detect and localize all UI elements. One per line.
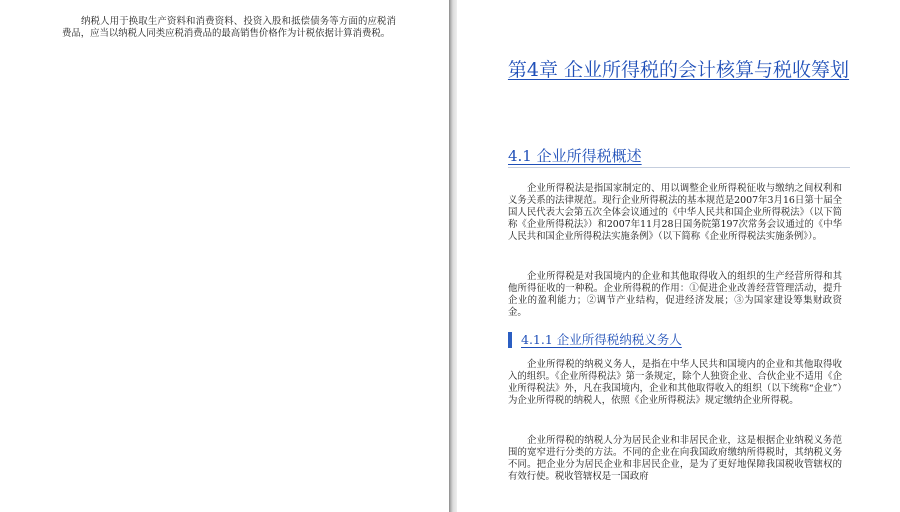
chapter-title[interactable]: 第4章 企业所得税的会计核算与税收筹划 [507, 59, 850, 81]
subsection-marker-bar [508, 332, 512, 348]
left-page-paragraph: 纳税人用于换取生产资料和消费资料、投资入股和抵偿债务等方面的应税消费品，应当以纳税人同类应税消费品的最高销售价格作为计税依据计算消费税。 [62, 16, 396, 39]
subsection-heading[interactable] [508, 331, 682, 348]
section-divider [508, 167, 850, 168]
subsection-title[interactable]: 4.1.1 企业所得税纳税义务人 [521, 331, 682, 347]
body-paragraph-3: 企业所得税的纳税义务人，是指在中华人民共和国境内的企业和其他取得收入的组织。《企业所得税法》第一条规定，除个人独资企业、合伙企业不适用《企业所得税法》外，凡在我国境内，企业和其他取得收入的组织（以下统称“企业”）为企业所得税的纳税人，依照《企业所得税法》规定缴纳企业所得税。 [508, 359, 842, 406]
section-title[interactable] [508, 146, 850, 166]
right-page [457, 0, 900, 512]
section-title-text[interactable]: 4.1 企业所得税概述 [508, 147, 642, 165]
body-paragraph-2: 企业所得税是对我国境内的企业和其他取得收入的组织的生产经营所得和其他所得征收的一种税。企业所得税的作用：①促进企业改善经营管理活动，提升企业的盈利能力；②调节产业结构，促进经济发展；③为国家建设筹集财政资金。 [508, 271, 842, 318]
body-paragraph-1: 企业所得税法是指国家制定的、用以调整企业所得税征收与缴纳之间权利和义务关系的法律规范。现行企业所得税法的基本规范是2007年3月16日第十届全国人民代表大会第五次全体会议通过的《中华人民共和国企业所得税法》（以下简称《企业所得税法》）和2007年11月28日国务院第197次常务会议通过的《中华人民共和国企业所得税法实施条例》（以下简称《企业所得税法实施条例》）。 [508, 183, 842, 242]
left-page [0, 0, 449, 512]
body-paragraph-4: 企业所得税的纳税人分为居民企业和非居民企业，这是根据企业纳税义务范围的宽窄进行分类的方法。不同的企业在向我国政府缴纳所得税时，其纳税义务不同。把企业分为居民企业和非居民企业，是为了更好地保障我国税收管辖权的有效行使。税收管辖权是一国政府 [508, 435, 842, 482]
page-gutter [449, 0, 457, 512]
